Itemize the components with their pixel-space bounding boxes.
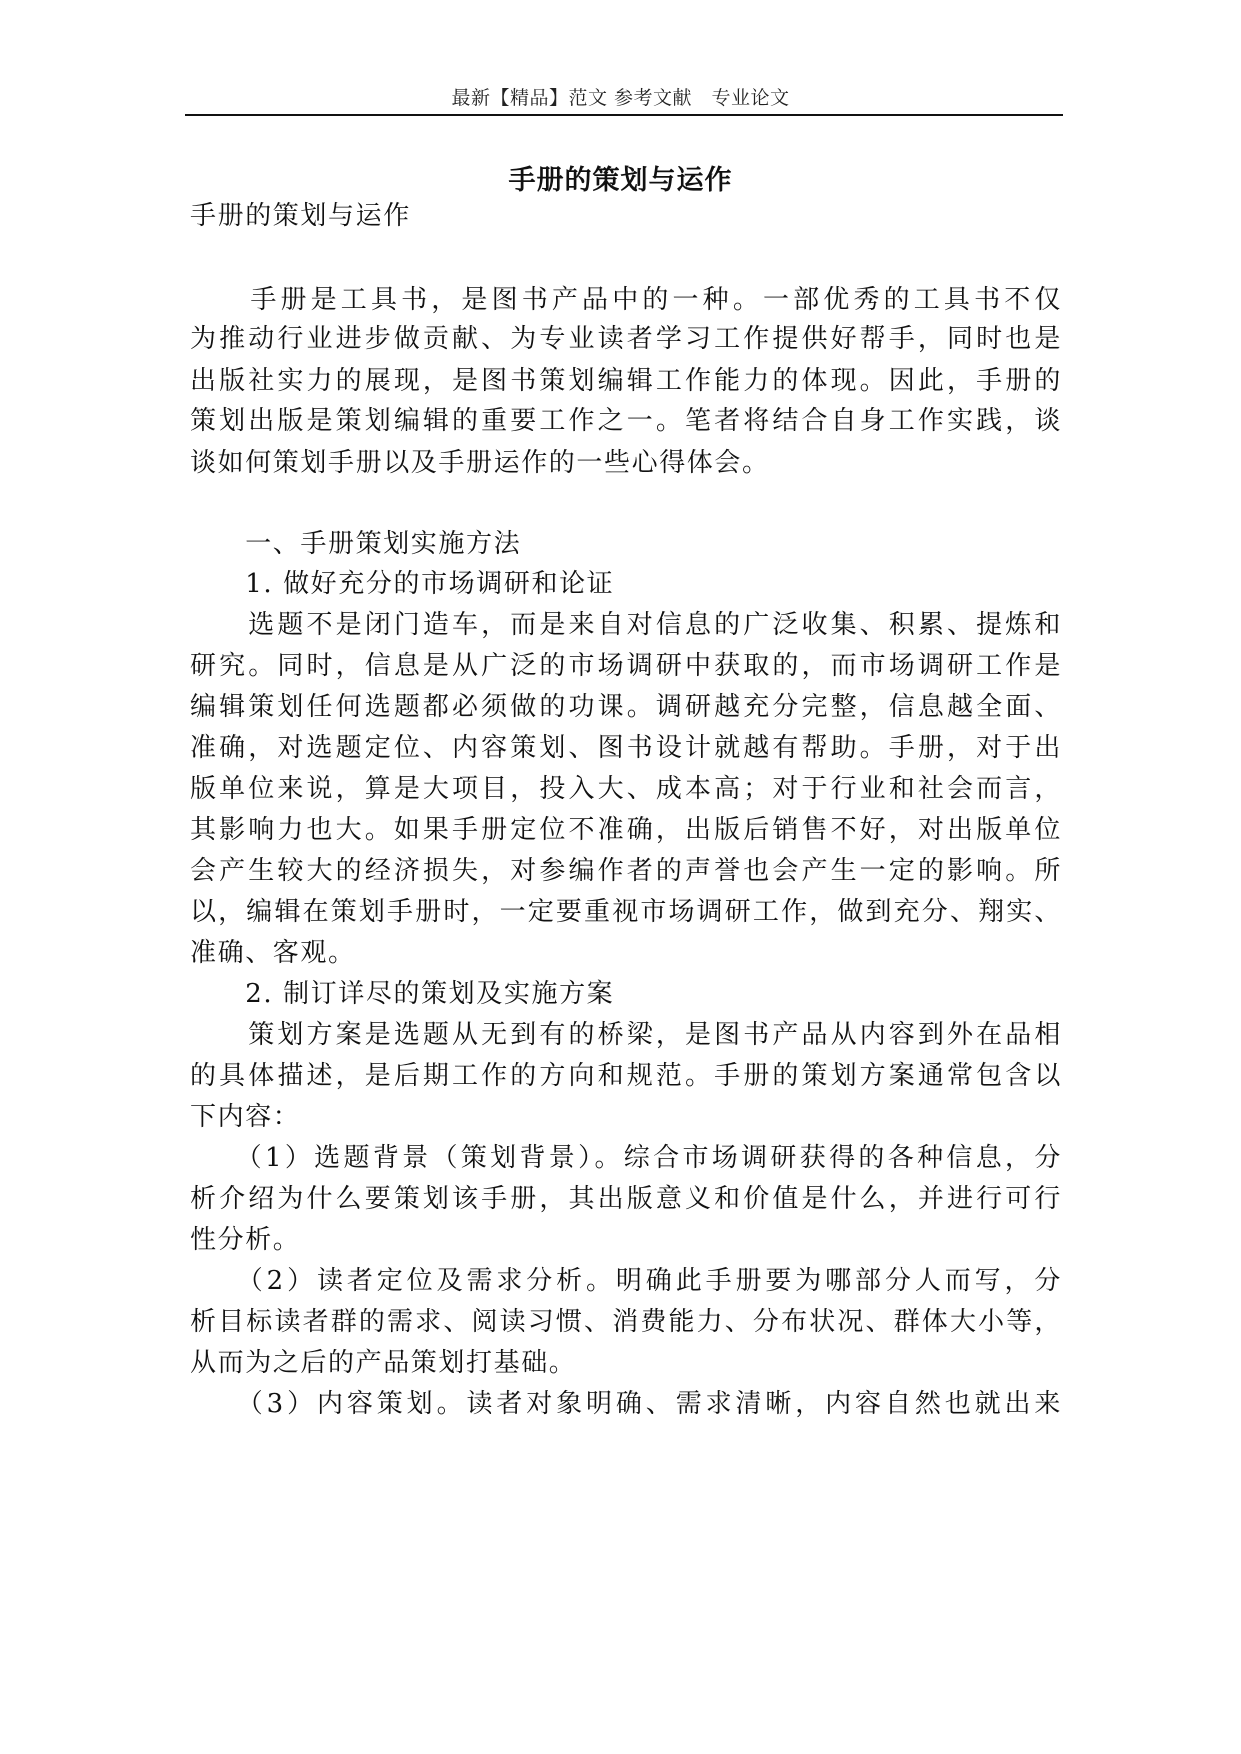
text-line: 准确，对选题定位、内容策划、图书设计就越有帮助。手册，对于出 — [190, 733, 1062, 763]
text-line: 选题不是闭门造车，而是来自对信息的广泛收集、积累、提炼和 — [190, 610, 1062, 640]
text-line: （2）读者定位及需求分析。明确此手册要为哪部分人而写，分 — [190, 1266, 1062, 1296]
section-heading: 一、手册策划实施方法 — [190, 529, 522, 559]
text-line: 下内容： — [190, 1102, 301, 1132]
text-line: 谈如何策划手册以及手册运作的一些心得体会。 — [190, 448, 770, 478]
text-line: （3）内容策划。读者对象明确、需求清晰，内容自然也就出来 — [190, 1389, 1062, 1419]
text-line: 手册是工具书，是图书产品中的一种。一部优秀的工具书不仅 — [190, 285, 1062, 315]
text-line: 策划方案是选题从无到有的桥梁，是图书产品从内容到外在品相 — [190, 1020, 1062, 1050]
text-line: 析介绍为什么要策划该手册，其出版意义和价值是什么，并进行可行 — [190, 1184, 1062, 1214]
header-text: 最新【精品】范文 参考文献 专业论文 — [451, 87, 790, 109]
header-divider — [185, 114, 1063, 116]
text-line: （1）选题背景（策划背景）。综合市场调研获得的各种信息，分 — [190, 1143, 1062, 1173]
text-line: 策划出版是策划编辑的重要工作之一。笔者将结合自身工作实践，谈 — [190, 406, 1062, 436]
text-line: 准确、客观。 — [190, 938, 356, 968]
text-line: 为推动行业进步做贡献、为专业读者学习工作提供好帮手，同时也是 — [190, 324, 1062, 354]
text-line: 的具体描述，是后期工作的方向和规范。手册的策划方案通常包含以 — [190, 1061, 1062, 1091]
text-line: 编辑策划任何选题都必须做的功课。调研越充分完整，信息越全面、 — [190, 692, 1062, 722]
subsection-heading: 2. 制订详尽的策划及实施方案 — [190, 979, 615, 1009]
text-line: 从而为之后的产品策划打基础。 — [190, 1348, 577, 1378]
text-line: 以，编辑在策划手册时，一定要重视市场调研工作，做到充分、翔实、 — [190, 897, 1062, 927]
subtitle-line: 手册的策划与运作 — [190, 201, 411, 231]
document-title: 手册的策划与运作 — [508, 165, 733, 196]
text-line: 析目标读者群的需求、阅读习惯、消费能力、分布状况、群体大小等， — [190, 1307, 1062, 1337]
text-line: 出版社实力的展现，是图书策划编辑工作能力的体现。因此，手册的 — [190, 366, 1062, 396]
text-line: 其影响力也大。如果手册定位不准确，出版后销售不好，对出版单位 — [190, 815, 1062, 845]
subsection-heading: 1. 做好充分的市场调研和论证 — [190, 569, 615, 599]
text-line: 版单位来说，算是大项目，投入大、成本高；对于行业和社会而言， — [190, 774, 1062, 804]
text-line: 性分析。 — [190, 1225, 301, 1255]
text-line: 研究。同时，信息是从广泛的市场调研中获取的，而市场调研工作是 — [190, 651, 1062, 681]
text-line: 会产生较大的经济损失，对参编作者的声誉也会产生一定的影响。所 — [190, 856, 1062, 886]
